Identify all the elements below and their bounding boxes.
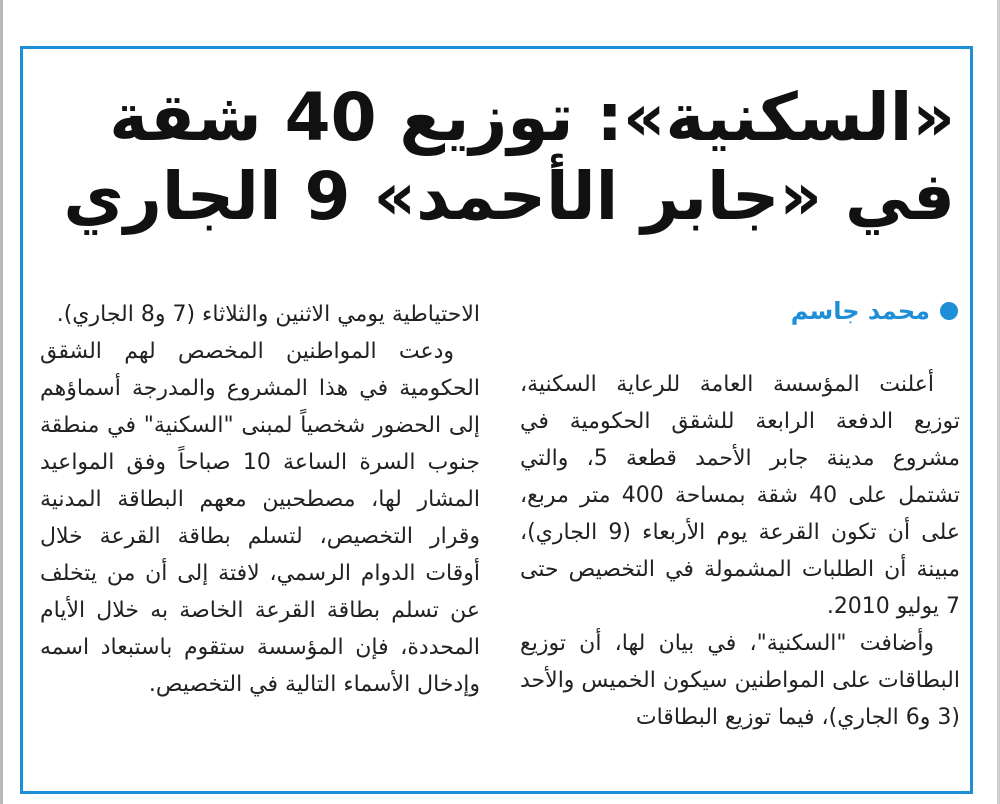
paragraph: وأضافت "السكنية"، في بيان لها، أن توزيع البطاقات على المواطنين سيكون الخميس والأحد (3 و6 الجاري)، فيما توزيع البطاقات	[520, 631, 960, 730]
paragraph: الاحتياطية يومي الاثنين والثلاثاء (7 و8 الجاري).	[56, 302, 480, 327]
headline-line-2: في «جابر الأحمد» 9 الجاري	[63, 158, 955, 236]
page-edge-left	[0, 0, 3, 804]
article-headline	[50, 78, 955, 236]
byline-bullet-icon	[940, 302, 958, 320]
headline-line-1: «السكنية»: توزيع 40 شقة	[109, 79, 955, 156]
paragraph: ودعت المواطنين المخصص لهم الشقق الحكومية في هذا المشروع والمدرجة أسماؤهم إلى الحضور شخصياً لمبنى "السكنية" في منطقة جنوب السرة الساعة 10 صباحاً وفق المواعيد المشار لها، مصطحبين معهم البطاقة المدنية وقرار التخصيص، لتسلم بطاقة القرعة خلال أوقات الدوام الرسمي، لافتة إلى أن من يتخلف عن تسلم بطاقة القرعة الخاصة به خلال الأيام المحددة، فإن المؤسسة ستقوم باستبعاد اسمه وإدخال الأسماء التالية في التخصيص.	[40, 339, 480, 697]
author-name: محمد جاسم	[790, 297, 930, 325]
byline	[791, 297, 958, 325]
paragraph: أعلنت المؤسسة العامة للرعاية السكنية، توزيع الدفعة الرابعة للشقق الحكومية في مشروع مدينة جابر الأحمد قطعة 5، والتي تشتمل على 40 شقة بمساحة 400 متر مربع، على أن تكون القرعة يوم الأربعاء (9 الجاري)، مبينة أن الطلبات المشمولة في التخصيص حتى 7 يوليو 2010.	[520, 372, 961, 619]
article-column-left	[40, 296, 480, 703]
article-column-right	[520, 366, 960, 736]
